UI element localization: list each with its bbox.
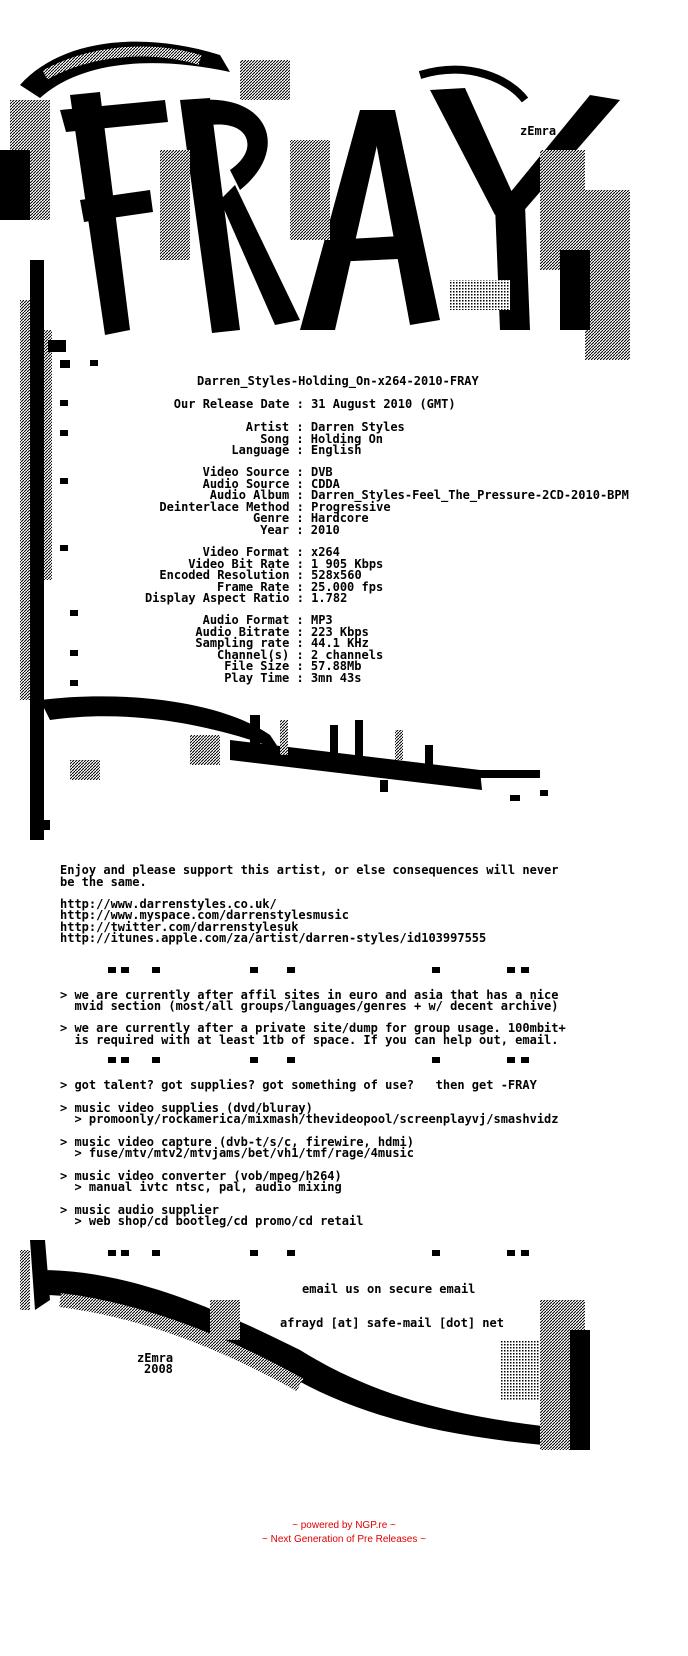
- info-value: Darren_Styles-Feel_The_Pressure-2CD-2010-BPM: [310, 488, 629, 502]
- info-value: 57.88Mb: [310, 659, 362, 673]
- supply-capture-line-1: > music video capture (dvb-t/s/c, firewire, hdmi): [60, 1135, 415, 1149]
- info-value: 44.1 KHz: [311, 636, 369, 650]
- info-separator: :: [289, 465, 311, 479]
- info-key: Encoded Resolution: [159, 568, 290, 582]
- info-key: Display Aspect Ratio: [145, 591, 290, 605]
- release-title: Darren_Styles-Holding_On-x264-2010-FRAY: [197, 374, 479, 388]
- info-key: Language: [231, 443, 290, 457]
- info-key: Play Time: [224, 670, 290, 685]
- info-value: Hardcore: [310, 511, 369, 525]
- link-website[interactable]: http://www.darrenstyles.co.uk/: [60, 897, 277, 911]
- info-separator: :: [289, 476, 311, 491]
- info-separator: :: [289, 659, 311, 673]
- artist-tag: zEmra: [520, 124, 557, 138]
- info-value: CDDA: [310, 476, 340, 491]
- info-separator: :: [289, 568, 312, 582]
- support-line-2: be the same.: [60, 875, 147, 889]
- info-key: Video Format: [202, 545, 290, 559]
- info-separator: :: [289, 511, 311, 525]
- info-key: Artist: [245, 420, 290, 434]
- info-key: Genre: [253, 511, 290, 525]
- info-key: Deinterlace Method: [159, 499, 290, 514]
- release-date-line: Our Release Date : 31 August 2010 (GMT): [173, 397, 456, 411]
- info-value: 25.000 fps: [310, 579, 384, 594]
- powered-by-link[interactable]: ~ powered by NGP.re ~: [292, 1520, 396, 1531]
- info-separator: :: [289, 488, 311, 502]
- info-value: x264: [310, 545, 340, 559]
- notice-dump-line-1: > we are currently after a private site/dump for group usage. 100mbit+: [60, 1021, 566, 1035]
- notice-dump-line-2: is required with at least 1tb of space. If you can help out, email.: [60, 1033, 559, 1047]
- release-date-label: Our Release Date: [173, 397, 290, 411]
- info-key: File Size: [224, 659, 290, 673]
- info-separator: :: [289, 420, 311, 434]
- info-row: [231, 445, 361, 457]
- supply-converter-line-2: > manual ivtc ntsc, pal, audio mixing: [60, 1180, 342, 1194]
- info-separator: :: [289, 545, 311, 559]
- info-value: DVB: [310, 465, 333, 479]
- info-value: 1.782: [311, 591, 348, 605]
- info-row: [224, 670, 362, 685]
- support-line-1: Enjoy and please support this artist, or else consequences will never: [60, 863, 559, 877]
- info-separator: :: [289, 624, 311, 639]
- info-key: Audio Format: [202, 613, 290, 627]
- supply-audio-line-1: > music audio supplier: [60, 1203, 219, 1217]
- info-separator: :: [289, 647, 311, 662]
- info-separator: :: [289, 522, 311, 537]
- info-value: Holding On: [310, 431, 384, 446]
- contact-line-1: email us on secure email: [302, 1282, 476, 1296]
- release-date-value: 31 August 2010 (GMT): [311, 397, 456, 411]
- info-value: 2010: [310, 522, 340, 537]
- info-separator: :: [289, 443, 311, 457]
- info-value: 1 905 Kbps: [311, 556, 384, 571]
- info-value: MP3: [310, 613, 333, 627]
- info-key: Frame Rate: [217, 579, 290, 594]
- supply-converter-line-1: > music video converter (vob/mpeg/h264): [60, 1169, 342, 1183]
- info-separator: :: [289, 431, 311, 446]
- artist-tag-bottom: zEmra: [137, 1351, 174, 1365]
- talent-line: > got talent? got supplies? got something of use? then get -FRAY: [60, 1078, 537, 1092]
- info-row: [145, 593, 347, 605]
- info-row: [260, 522, 340, 537]
- info-separator: :: [289, 499, 312, 514]
- info-key: Channel(s): [217, 647, 290, 662]
- info-key: Year: [260, 522, 290, 537]
- info-key: Audio Source: [202, 476, 290, 491]
- info-separator: :: [289, 636, 311, 650]
- info-key: Audio Bitrate: [195, 624, 290, 639]
- info-value: 223 Kbps: [311, 624, 369, 639]
- notice-affil-line-1: > we are currently after affil sites in euro and asia that has a nice: [60, 988, 559, 1002]
- link-itunes[interactable]: http://itunes.apple.com/za/artist/darren-styles/id103997555: [60, 931, 487, 945]
- info-key: Audio Album: [209, 488, 290, 502]
- info-value: 528x560: [311, 568, 362, 582]
- footer-tagline: ~ Next Generation of Pre Releases ~: [262, 1534, 426, 1545]
- info-separator: :: [289, 670, 311, 685]
- bottom-swoosh: [20, 1240, 590, 1450]
- middle-swoosh: [40, 696, 548, 830]
- supply-capture-line-2: > fuse/mtv/mtv2/mtvjams/bet/vh1/tmf/rage/4music: [60, 1146, 415, 1160]
- info-value: English: [310, 443, 362, 457]
- link-twitter[interactable]: http://twitter.com/darrenstylesuk: [60, 920, 299, 934]
- info-value: Darren Styles: [310, 420, 405, 434]
- info-separator: :: [289, 579, 311, 594]
- info-key: Video Bit Rate: [188, 556, 290, 571]
- supply-dvd-line-1: > music video supplies (dvd/bluray): [60, 1101, 313, 1115]
- supply-audio-line-2: > web shop/cd bootleg/cd promo/cd retail: [60, 1214, 364, 1228]
- footer-powered: [0, 1520, 688, 1531]
- info-value: 3mn 43s: [310, 670, 362, 685]
- info-separator: :: [289, 613, 311, 627]
- info-separator: :: [289, 591, 312, 605]
- notice-affil-line-2: mvid section (most/all groups/languages/genres + w/ decent archive): [60, 999, 559, 1013]
- info-key: Video Source: [202, 465, 290, 479]
- info-value: Progressive: [311, 499, 391, 514]
- left-border: [20, 260, 98, 840]
- fray-logo: [0, 42, 630, 360]
- info-value: 2 channels: [310, 647, 384, 662]
- contact-email[interactable]: afrayd [at] safe-mail [dot] net: [280, 1316, 504, 1330]
- info-key: Sampling rate: [195, 636, 290, 650]
- link-myspace[interactable]: http://www.myspace.com/darrenstylesmusic: [60, 908, 349, 922]
- supply-dvd-line-2: > promoonly/rockamerica/mixmash/thevideopool/screenplayvj/smashvidz: [60, 1112, 559, 1126]
- info-separator: :: [289, 556, 312, 571]
- info-key: Song: [260, 431, 290, 446]
- year-tag: 2008: [144, 1362, 173, 1376]
